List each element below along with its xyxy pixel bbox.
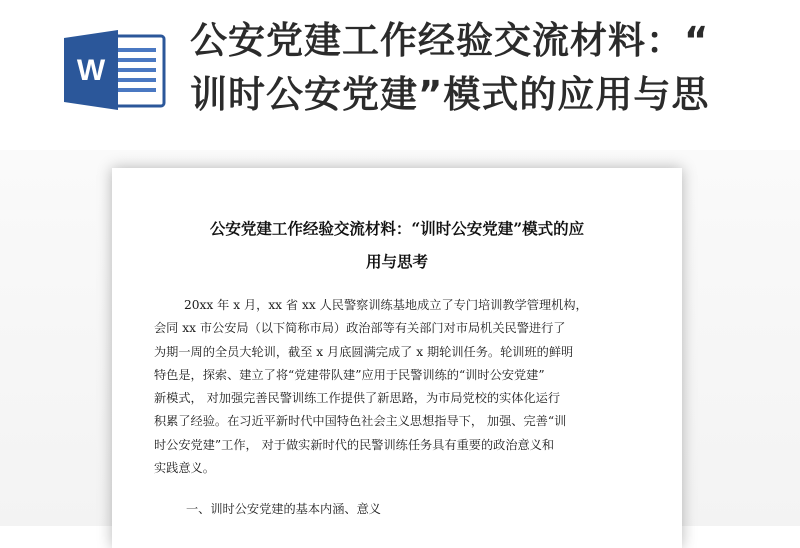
header-banner: [0, 0, 800, 150]
body-line: 为期一周的全员大轮训，截至 x 月底圆满完成了 x 期轮训任务。轮训班的鲜明: [154, 344, 574, 359]
body-line: 实践意义。: [154, 461, 215, 476]
svg-text:W: W: [76, 54, 106, 87]
document-body: [154, 294, 636, 480]
body-line: 特色是，探索、建立了将“党建带队建”应用于民警训练的“训时公安党建”: [154, 367, 545, 382]
section-heading: 一、训时公安党建的基本内涵、意义: [186, 502, 381, 516]
document-title: [152, 212, 642, 278]
document-title-line-1: 公安党建工作经验交流材料：“训时公安党建”模式的应: [209, 219, 585, 238]
page-title-line-2: 训时公安党建”模式的应用与思: [190, 73, 710, 116]
document-page: [112, 168, 682, 548]
body-line: 时公安党建”工作， 对于做实新时代的民警训练任务具有重要的政治意义和: [154, 437, 555, 452]
word-document-icon: [62, 28, 172, 112]
page-title-line-1: 公安党建工作经验交流材料：“: [190, 19, 710, 62]
document-title-line-2: 用与思考: [365, 252, 428, 271]
body-line: 会同 xx 市公安局（以下简称市局）政治部等有关部门对市局机关民警进行了: [154, 321, 566, 336]
body-line: 20xx 年 x 月，xx 省 xx 人民警察训练基地成立了专门培训教学管理机构，: [184, 298, 588, 312]
body-line: 积累了经验。在习近平新时代中国特色社会主义思想指导下， 加强、完善“训: [154, 414, 567, 429]
page-title: [190, 14, 790, 122]
body-line: 新模式， 对加强完善民警训练工作提供了新思路，为市局党校的实体化运行: [154, 391, 561, 406]
